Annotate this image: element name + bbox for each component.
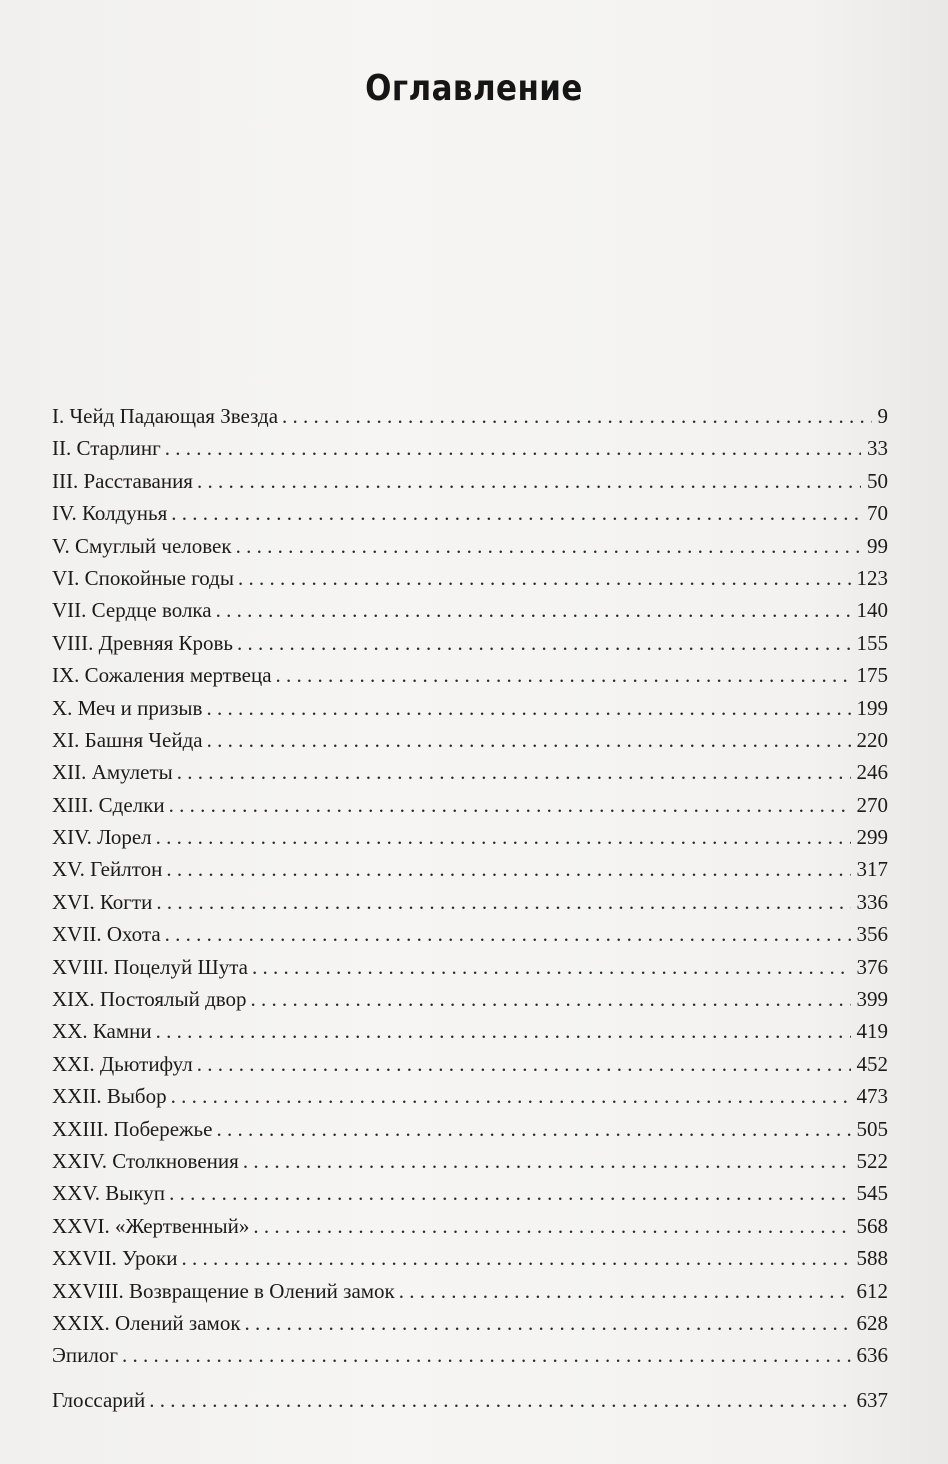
toc-entry [52,756,888,788]
toc-entry-label: XVIII. Поцелуй Шута [52,954,248,979]
dot-leader [165,918,851,950]
dot-leader [171,1080,851,1112]
toc-entry [52,1113,888,1145]
toc-entry [52,951,888,983]
toc-entry [52,594,888,626]
toc-entry-page-number: 317 [856,857,888,882]
toc-entry [52,497,888,529]
toc-entry-label: XIV. Лорел [52,825,152,850]
toc-entry-page-number: 246 [856,760,888,785]
toc-entry-label: XVII. Охота [52,922,161,947]
toc-entry [52,1275,888,1307]
dot-leader [237,627,850,659]
dot-leader [156,821,851,853]
dot-leader [149,1384,850,1416]
toc-entry [52,886,888,918]
toc-entry [52,627,888,659]
toc-entry-page-number: 50 [867,468,888,493]
toc-entry-label: Глоссарий [52,1387,146,1412]
toc-entry [52,530,888,562]
toc-entry [52,853,888,885]
dot-leader [243,1145,851,1177]
toc-entry-label: III. Расставания [52,468,193,493]
toc-entry-label: I. Чейд Падающая Звезда [52,404,279,428]
toc-entry-label: XI. Башня Чейда [52,727,203,752]
dot-leader [245,1307,851,1339]
toc-entry [52,1177,888,1209]
toc-entry-page-number: 356 [856,922,888,947]
toc-entry [52,1048,888,1080]
toc-entry-label: XXIV. Столкновения [52,1148,239,1173]
toc-entry [52,432,888,464]
toc-entry [52,918,888,950]
dot-leader [252,951,851,983]
toc-entry-page-number: 568 [856,1213,888,1238]
dot-leader [169,789,851,821]
toc-entry-label: XXV. Выкуп [52,1181,166,1206]
toc-entry-page-number: 175 [856,663,888,688]
dot-leader [166,853,850,885]
toc-entry-page-number: 9 [877,404,888,428]
dot-leader [236,530,861,562]
toc-entry-page-number: 419 [856,1019,888,1044]
dot-leader [177,756,851,788]
dot-leader [122,1339,851,1371]
toc-entry-page-number: 70 [867,501,888,526]
toc-entry-label: XXII. Выбор [52,1084,167,1109]
toc-entry-label: VIII. Древняя Кровь [52,630,234,655]
toc-entry-page-number: 545 [856,1181,888,1206]
toc-entry [52,1384,888,1416]
toc-entry-label: VII. Сердце волка [52,598,212,623]
toc-entry-label: XV. Гейлтон [52,857,163,882]
toc-entry-page-number: 376 [856,954,888,979]
dot-leader [276,659,851,691]
toc-entry-label: XII. Амулеты [52,760,173,785]
toc-entry [52,1339,888,1371]
toc-entry-label: XX. Камни [52,1019,152,1044]
dot-leader [165,432,861,464]
dot-leader [197,1048,851,1080]
dot-leader [216,594,851,626]
toc-entry [52,659,888,691]
toc-entry-label: Эпилог [52,1343,118,1368]
toc-entry-page-number: 522 [856,1148,888,1173]
toc-entry-label: VI. Спокойные годы [52,565,234,590]
toc-entry-page-number: 399 [856,987,888,1012]
toc-entry-label: V. Смуглый человек [52,533,232,558]
dot-leader [282,400,871,432]
toc-entry [52,789,888,821]
toc-entry [52,692,888,724]
toc-entry-label: XIX. Постоялый двор [52,987,247,1012]
toc-entry-page-number: 140 [856,598,888,623]
toc-entry-label: XXIX. Олений замок [52,1310,241,1335]
dot-leader [399,1275,851,1307]
toc-entry-page-number: 636 [856,1343,888,1368]
toc-entry-page-number: 336 [856,889,888,914]
toc-entry-label: XXVIII. Возвращение в Олений замок [52,1278,395,1303]
toc-entry [52,983,888,1015]
dot-leader [216,1113,850,1145]
dot-leader [171,497,861,529]
toc-entry [52,821,888,853]
toc-entry [52,1145,888,1177]
toc-entry-page-number: 155 [856,630,888,655]
toc-entry [52,724,888,756]
toc-entry-label: XIII. Сделки [52,792,165,817]
toc-entry-page-number: 637 [856,1387,888,1412]
dot-leader [169,1177,850,1209]
toc-entry-page-number: 473 [856,1084,888,1109]
dot-leader [207,724,851,756]
toc-entry-page-number: 612 [856,1278,888,1303]
toc-entry-page-number: 199 [856,695,888,720]
toc-entry-label: II. Старлинг [52,436,161,461]
dot-leader [181,1242,850,1274]
toc-entry-page-number: 99 [867,533,888,558]
toc-entry-page-number: 452 [856,1051,888,1076]
toc-entry-page-number: 505 [856,1116,888,1141]
toc-entry-label: IX. Сожаления мертвеца [52,663,272,688]
toc-entry [52,1210,888,1242]
toc-entry-label: XXVI. «Жертвенный» [52,1213,250,1238]
dot-leader [156,886,850,918]
toc-entry-label: XXIII. Побережье [52,1116,213,1141]
toc-entry-page-number: 588 [856,1246,888,1271]
toc-entry [52,400,888,432]
toc-entry-page-number: 299 [856,825,888,850]
toc-entry-label: XXVII. Уроки [52,1246,178,1271]
page-title: Оглавление [365,68,583,110]
toc-entry-page-number: 628 [856,1310,888,1335]
toc-entry [52,1307,888,1339]
toc-entry-label: IV. Колдунья [52,501,168,526]
toc-entry-page-number: 33 [867,436,888,461]
dot-leader [156,1015,851,1047]
dot-leader [206,692,850,724]
dot-leader [197,465,861,497]
toc-entry [52,1015,888,1047]
toc-entry-page-number: 123 [856,565,888,590]
toc-entry-label: X. Меч и призыв [52,695,203,720]
toc-entry-page-number: 220 [856,727,888,752]
table-of-contents [52,400,888,1416]
toc-entry [52,465,888,497]
toc-entry [52,562,888,594]
toc-entry-page-number: 270 [856,792,888,817]
dot-leader [251,983,851,1015]
toc-entry-label: XVI. Когти [52,889,153,914]
dot-leader [238,562,851,594]
toc-entry-label: XXI. Дьютифул [52,1051,193,1076]
toc-entry [52,1080,888,1112]
toc-entry [52,1242,888,1274]
dot-leader [253,1210,850,1242]
